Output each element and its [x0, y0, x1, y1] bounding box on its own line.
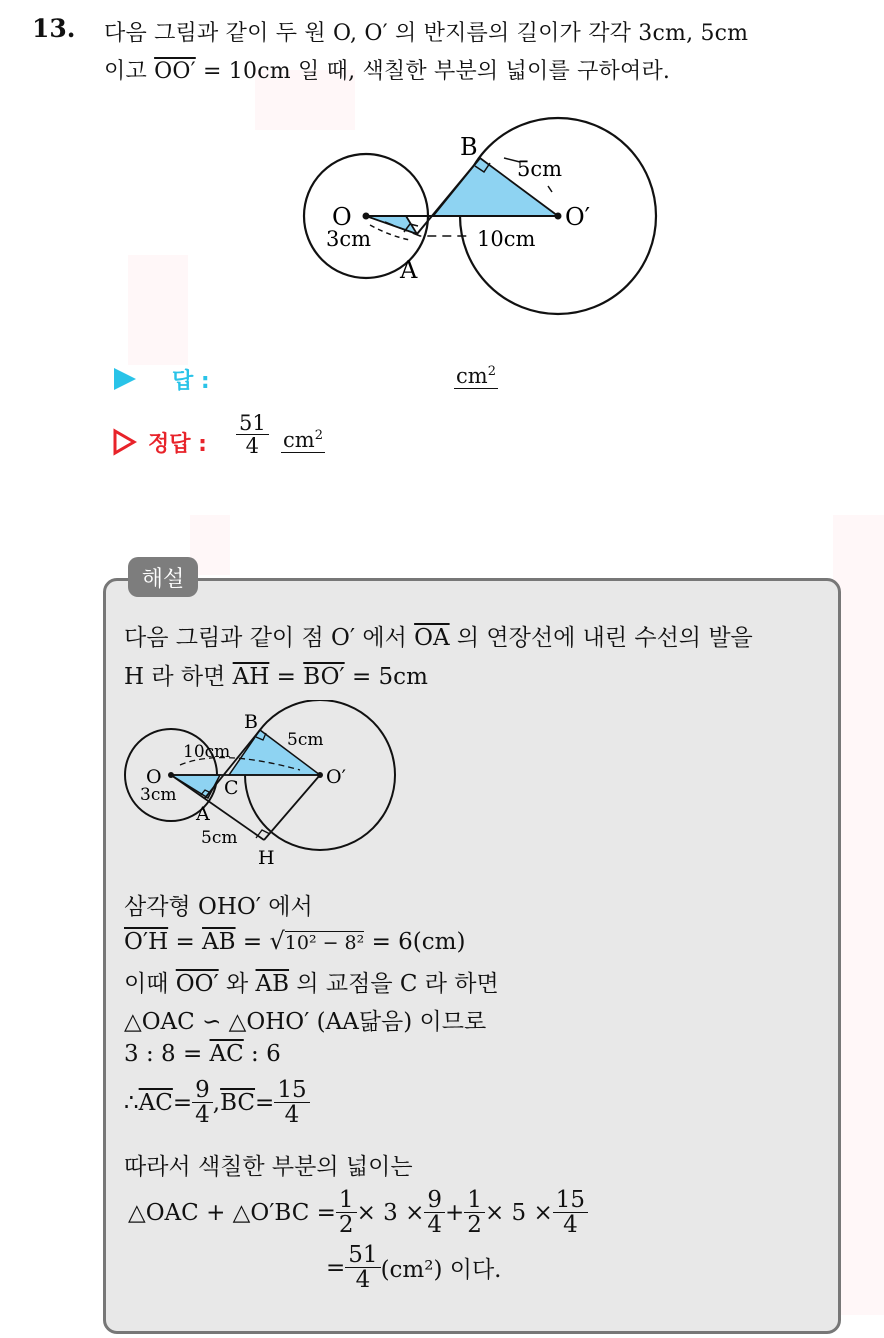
label-c: C	[224, 777, 239, 799]
solution-line-8: ∴ $\overline{AC}$ = $\frac{9}{4}$ , $\overline{BC}$ = $\frac{15}{4}$	[124, 1078, 310, 1127]
correct-arrow-icon	[112, 428, 138, 456]
correct-label: 정답 :	[148, 432, 207, 457]
question-line-1: 다음 그림과 같이 두 원 O, O′ 의 반지름의 길이가 각각 3cm, 5cm	[104, 21, 749, 46]
point-o	[168, 772, 174, 778]
solution-line-5: 이때 OO′ 와 $\overline{AB}$ 의 교점을 C 라 하면	[124, 971, 499, 997]
figure-two-circles	[290, 110, 670, 320]
label-10cm: 10cm	[477, 227, 536, 251]
solution-line-1: 다음 그림과 같이 점 O′ 에서 $\overline{OA}$ 의 연장선에 내린 수선의 발을	[124, 625, 753, 651]
label-o-prime: O′	[326, 766, 346, 788]
background-decoration	[128, 255, 188, 365]
label-o-prime: O′	[565, 203, 591, 231]
correct-unit: $cm^2$	[283, 428, 323, 452]
figure-solution	[120, 700, 405, 875]
solution-line-4: $O'H = \overline{AB} = √10^2 - 8^2 = 6(cm)$	[124, 927, 466, 955]
question-number: 13.	[32, 14, 76, 43]
answer-arrow-icon	[112, 366, 138, 392]
label-3cm: 3cm	[326, 227, 372, 251]
label-10cm: 10cm	[183, 742, 231, 762]
label-o: O	[146, 766, 162, 788]
solution-line-11: = $\frac{51}{4}$ (cm²) 이다.	[326, 1242, 502, 1294]
solution-line-10: △OAC + △O′BC = $\frac{1}{2}$ × 3 × $\frac{9}{4}$ + $\frac{1}{2}$ × 5 × $\frac{15}{4}$	[128, 1188, 588, 1237]
solution-line-3: 삼각형 OHO′ 에서	[124, 894, 313, 920]
point-o-prime	[317, 772, 323, 778]
answer-label: 답 :	[172, 369, 210, 394]
label-b: B	[460, 133, 478, 161]
point-o	[363, 213, 370, 220]
segment-o-prime-h	[264, 775, 320, 840]
label-o: O	[332, 203, 352, 231]
label-b: B	[244, 711, 258, 733]
point-o-prime	[555, 213, 562, 220]
question-line-2: 이고 OO′ = 10cm 일 때, 색칠한 부분의 넓이를 구하여라.	[104, 59, 671, 84]
correct-fraction: $\frac{51}{4}$	[236, 412, 269, 457]
segment-oo-prime: OO′	[154, 59, 196, 84]
label-h: H	[258, 847, 275, 869]
label-5cm: 5cm	[287, 730, 324, 750]
solution-line-6: △OAC ∽ △OHO′ (AA닮음) 이므로	[124, 1009, 487, 1035]
label-3cm: 3cm	[140, 785, 177, 805]
label-a: A	[400, 256, 418, 284]
solution-line-2: H 라 하면 $\overline{AH} = BO' = 5cm$	[124, 664, 428, 690]
solution-line-7: 3 : $8 = \overline{AC}$ : 6	[124, 1041, 281, 1067]
label-a: A	[196, 803, 210, 825]
solution-tag: 해설	[128, 557, 198, 597]
label-ah-5cm: 5cm	[201, 828, 238, 848]
answer-unit: $cm^2$	[456, 364, 496, 388]
solution-line-9: 따라서 색칠한 부분의 넓이는	[124, 1154, 413, 1180]
label-5cm: 5cm	[517, 157, 563, 181]
